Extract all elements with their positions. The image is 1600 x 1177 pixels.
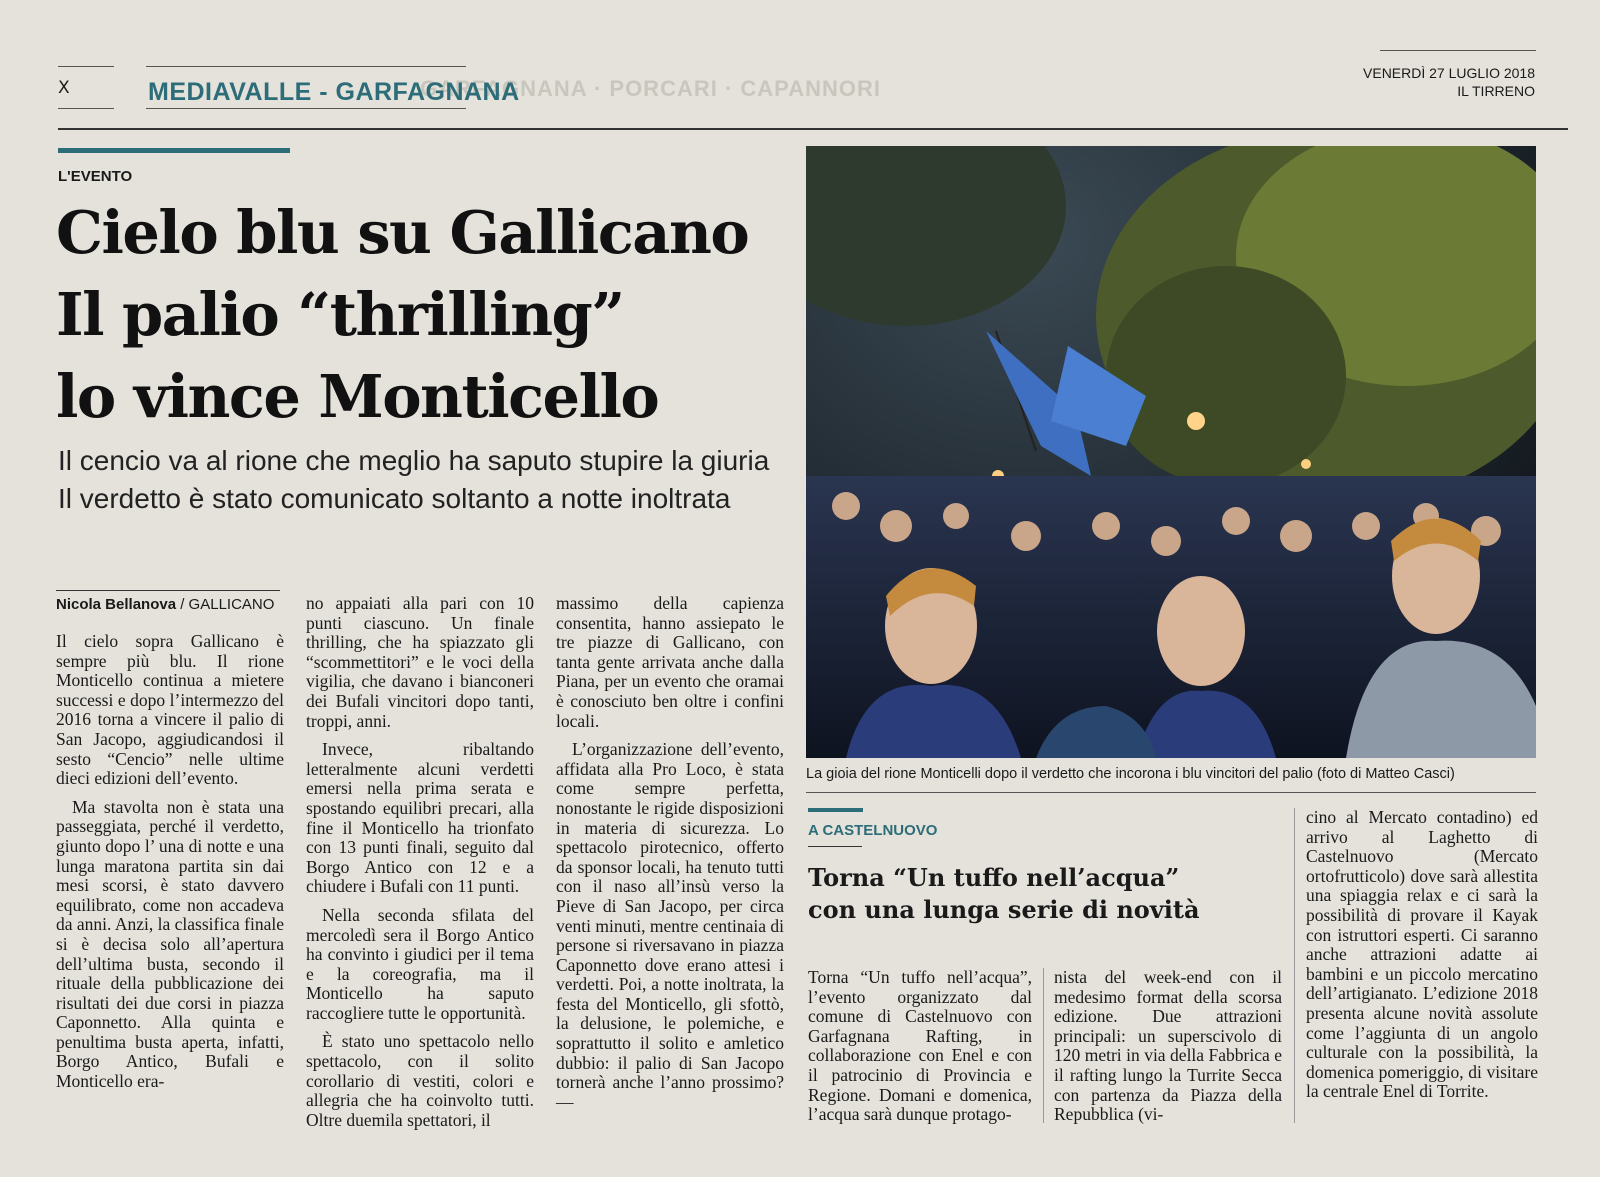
header-rule bbox=[58, 128, 1568, 130]
paragraph: Ma stavolta non è stata una passeggiata, perché il verdetto, giunto dopo l’ una di notte e una lunga maratona partita sin dai mesi scorsi, è stato davvero equilibrato, come non accadeva da anni. Anzi, la classifica finale si è decisa solo all’apertura dell’ultima busta, secondo il rituale della pubblicazione dei risultati dei due corsi in piazza Caponnetto. Alla quinta e penultima busta aperta, infatti, Borgo Antico, Bufali e Monticello era- bbox=[56, 796, 284, 1092]
kicker: L'EVENTO bbox=[58, 168, 133, 185]
side-headline bbox=[808, 862, 1298, 926]
page-number-rule-bottom bbox=[58, 108, 114, 109]
paragraph: È stato uno spettacolo nello spettacolo, con il solito corollario di vestiti, colori e allegria che ha coinvolto tutti. Oltre duemila spettatori, il bbox=[306, 1031, 534, 1130]
byline-author: Nicola Bellanova bbox=[56, 596, 177, 613]
section-title: MEDIAVALLE - GARFAGNANA bbox=[148, 78, 520, 106]
headline bbox=[56, 192, 796, 438]
crowd-photo bbox=[806, 146, 1536, 758]
paragraph: no appaiati alla pari con 10 punti ciascuno. Un finale thrilling, che ha spiazzato gli “scommettitori” e le voci della vigilia, che davano i bianconeri dei Bufali vincitori dopo tanti, troppi, anni. bbox=[306, 593, 534, 731]
side-kicker-bar bbox=[808, 808, 863, 812]
dateline-rule bbox=[1380, 50, 1536, 51]
side-headline-line-2: con una lunga serie di novità bbox=[808, 895, 1200, 924]
side-column-1 bbox=[808, 968, 1032, 1134]
crowd-photo-illustration bbox=[806, 146, 1536, 758]
article-column-1 bbox=[56, 632, 284, 1101]
headline-line-1: Cielo blu su Gallicano bbox=[56, 198, 749, 267]
paragraph: nista del week-end con il medesimo format della scorsa edizione. Due attrazioni principali: un superscivolo di 120 metri in via della Fabbrica e il rafting lungo la Turrite Secca con partenza da Piazza della Repubblica (vi- bbox=[1054, 967, 1282, 1125]
paragraph: Torna “Un tuffo nell’acqua”, l’evento organizzato dal comune di Castelnuovo con Garfagnana Rafting, in collaborazione con Enel e con il patrocinio di Provincia e Regione. Domani e domenica, l’acqua sarà dunque protago- bbox=[808, 967, 1032, 1125]
side-column-2 bbox=[1054, 968, 1282, 1134]
page-number-rule-top bbox=[58, 66, 114, 67]
side-kicker: A CASTELNUOVO bbox=[808, 822, 938, 839]
side-column-3 bbox=[1306, 808, 1538, 1111]
headline-line-3: lo vince Monticello bbox=[56, 362, 659, 431]
paragraph: Nella seconda sfilata del mercoledì sera il Borgo Antico ha convinto i giudici per il tema e la coreografia, ma il Monticello ha saputo raccogliere tutte le opportunità. bbox=[306, 904, 534, 1023]
page-number: X bbox=[58, 78, 70, 98]
dateline bbox=[1363, 64, 1535, 100]
article-column-2 bbox=[306, 594, 534, 1139]
column-divider bbox=[1294, 808, 1295, 1123]
paragraph: Invece, ribaltando letteralmente alcuni verdetti emersi nella prima serata e spostando equilibri precari, alla fine il Monticello ha trionfato con 13 punti finali, seguito dal Borgo Antico con 12 e a chiudere i Bufali con 11 punti. bbox=[306, 739, 534, 897]
article-column-3 bbox=[556, 594, 784, 1121]
paragraph: Il cielo sopra Gallicano è sempre più blu. Il rione Monticello continua a mietere successi e dopo l’intermezzo del 2016 torna a vincere il palio di San Jacopo, aggiudicandosi il sesto “Cencio” nelle ultime dieci edizioni dell’evento. bbox=[56, 631, 284, 789]
paragraph: massimo della capienza consentita, hanno assiepato le tre piazze di Gallicano, con tanta gente arrivata anche dalla Piana, per un evento che oramai è conosciuto ben oltre i confini locali. bbox=[556, 593, 784, 731]
photo-caption: La gioia del rione Monticelli dopo il verdetto che incorona i blu vincitori del palio (foto di Matteo Casci) bbox=[806, 766, 1455, 782]
caption-rule bbox=[806, 792, 1536, 793]
section-rule-bottom bbox=[146, 108, 466, 109]
paragraph: cino al Mercato contadino) ed arrivo al Laghetto di Castelnuovo (Mercato ortofrutticolo) dove sarà allestita una spiaggia relax e ci sarà la possibilità di provare il Kayak con istruttori esperti. Ci saranno anche attrazioni adatte ai bambini e un piccolo mercatino dell’artigianato. L’edizione 2018 presenta alcune novità assolute come l’aggiunta di un angolo culturale con la possibilità, la domenica pomeriggio, di visitare la centrale Enel di Torrite. bbox=[1306, 807, 1538, 1102]
subheadline bbox=[58, 442, 798, 518]
section-rule-top bbox=[146, 66, 466, 67]
date: VENERDÌ 27 LUGLIO 2018 bbox=[1363, 65, 1535, 81]
subheadline-line-2: Il verdetto è stato comunicato soltanto a notte inoltrata bbox=[58, 483, 731, 514]
column-divider bbox=[1043, 968, 1044, 1123]
bleed-through-text: GARFAGNANA · PORCARI · CAPANNORI bbox=[420, 76, 881, 101]
byline-place: / GALLICANO bbox=[180, 596, 275, 613]
subheadline-line-1: Il cencio va al rione che meglio ha saputo stupire la giuria bbox=[58, 445, 770, 476]
byline bbox=[56, 596, 274, 613]
side-kicker-rule bbox=[808, 846, 862, 847]
paragraph: L’organizzazione dell’evento, affidata alla Pro Loco, è stata come sempre perfetta, nonostante le rigide disposizioni in materia di sicurezza. Lo spettacolo pirotecnico, offerto da sponsor locali, ha tenuto tutti con il naso all’insù verso la Pieve di San Jacopo, per circa venti minuti, mentre centinaia di persone si riversavano in piazza Caponnetto dove erano attesi i verdetti. Poi, a notte inoltrata, la festa del Monticello, gli sfottò, la delusione, le polemiche, e soprattutto il solito e amletico dubbio: il palio di San Jacopo tornerà anche l’anno prossimo? — bbox=[556, 739, 784, 1112]
headline-line-2: Il palio “thrilling” bbox=[56, 280, 624, 349]
newspaper-name: IL TIRRENO bbox=[1457, 83, 1535, 99]
kicker-bar bbox=[58, 148, 290, 153]
byline-rule bbox=[56, 590, 280, 591]
side-headline-line-1: Torna “Un tuffo nell’acqua” bbox=[808, 863, 1180, 892]
